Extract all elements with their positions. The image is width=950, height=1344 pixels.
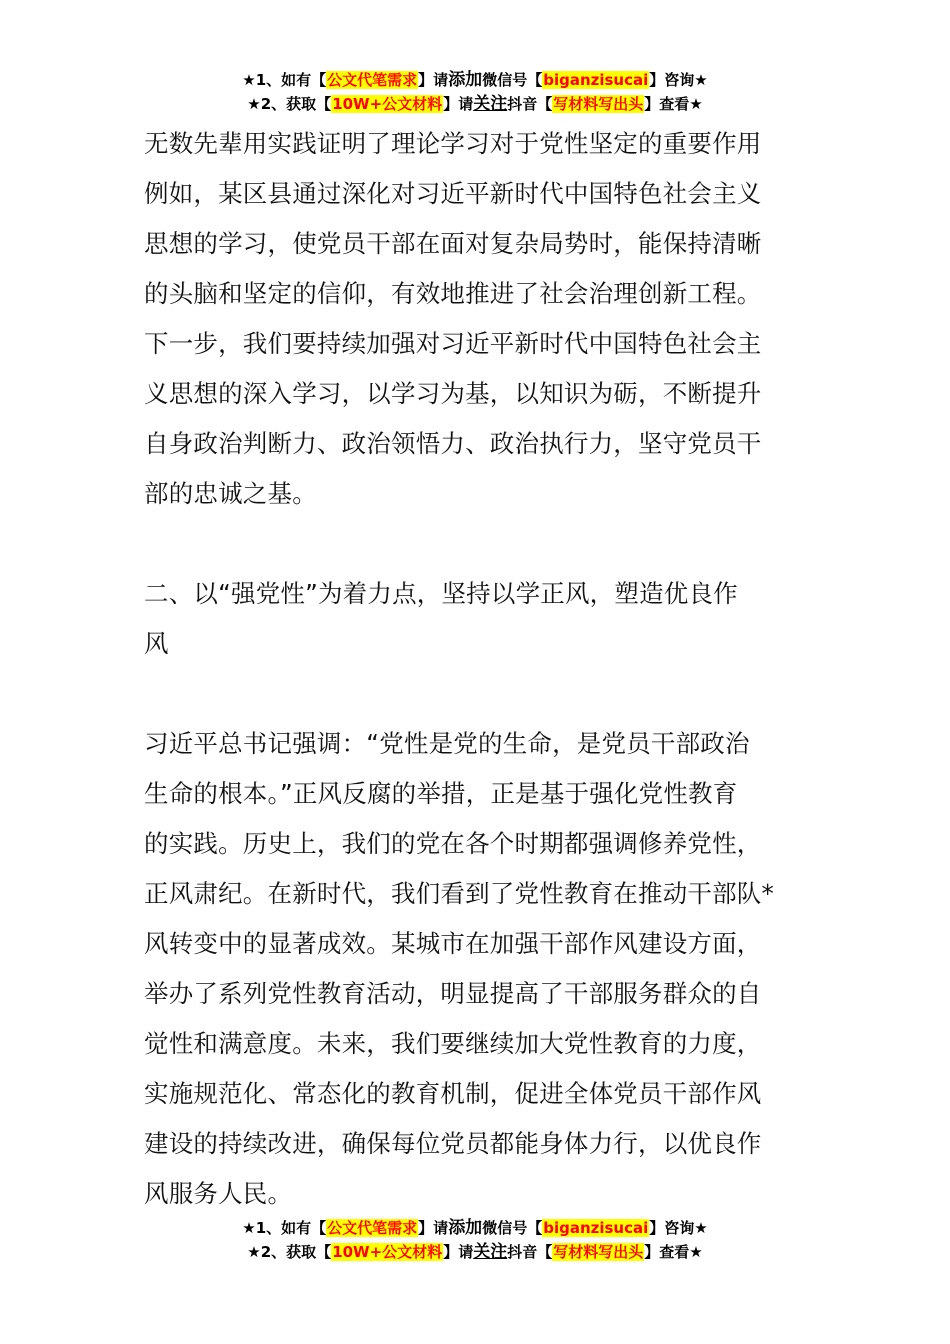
blank-line bbox=[144, 519, 810, 569]
text-line: 无数先辈用实践证明了理论学习对于党性坚定的重要作用 bbox=[144, 129, 762, 158]
text-line: 实施规范化、常态化的教育机制，促进全体党员干部作风 bbox=[144, 1079, 762, 1108]
text-line: 的头脑和坚定的信仰，有效地推进了社会治理创新工程。 bbox=[144, 279, 762, 308]
promo-highlight-douyin: 写材料写出头 bbox=[553, 95, 644, 113]
promo-text: 】请 bbox=[418, 1219, 449, 1237]
promo-text: 2、获取【 bbox=[260, 95, 332, 113]
star-icon: ★ bbox=[242, 1219, 256, 1237]
text-line: 自身政治判断力、政治领悟力、政治执行力，坚守党员干 bbox=[144, 429, 762, 458]
document-body bbox=[144, 119, 810, 1219]
section-heading-line: 二、以“强党性”为着力点，坚持以学正风，塑造优良作 bbox=[144, 579, 738, 608]
promo-line-2 bbox=[0, 92, 950, 116]
promo-text: 微信号【 bbox=[482, 71, 543, 89]
text-line: 建设的持续改进，确保每位党员都能身体力行，以优良作 bbox=[144, 1129, 762, 1158]
star-icon: ★ bbox=[247, 1243, 261, 1261]
text-line: 下一步，我们要持续加强对习近平新时代中国特色社会主 bbox=[144, 329, 762, 358]
promo-line-1 bbox=[0, 68, 950, 92]
promo-text: 】查看 bbox=[644, 1243, 690, 1261]
promo-text: 1、如有【 bbox=[255, 71, 327, 89]
promo-text: 】请 bbox=[443, 1243, 474, 1261]
promo-text: 】请 bbox=[418, 71, 449, 89]
star-icon: ★ bbox=[694, 1219, 708, 1237]
text-line: 风转变中的显著成效。某城市在加强干部作风建设方面， bbox=[144, 929, 762, 958]
promo-text: 】咨询 bbox=[649, 1219, 695, 1237]
promo-line-1 bbox=[0, 1216, 950, 1240]
promo-highlight-douyin: 写材料写出头 bbox=[553, 1243, 644, 1261]
promo-text: 】查看 bbox=[644, 95, 690, 113]
promo-text: 1、如有【 bbox=[255, 1219, 327, 1237]
promo-text-emphasis: 添加 bbox=[448, 1218, 483, 1238]
section-heading-line: 风 bbox=[144, 629, 169, 658]
promo-text: 微信号【 bbox=[482, 1219, 543, 1237]
text-line: 生命的根本。”正风反腐的举措，正是基于强化党性教育 bbox=[144, 779, 738, 808]
text-line: 例如，某区县通过深化对习近平新时代中国特色社会主义 bbox=[144, 179, 762, 208]
footer-promo bbox=[0, 1216, 950, 1264]
promo-highlight-wechat-id: biganzisucai bbox=[543, 71, 649, 89]
promo-text-emphasis: 关注 bbox=[473, 1242, 508, 1262]
text-line: 风服务人民。 bbox=[144, 1179, 293, 1208]
promo-highlight-service: 公文代笔需求 bbox=[327, 1219, 418, 1237]
star-icon: ★ bbox=[247, 95, 261, 113]
text-line: 义思想的深入学习，以学习为基，以知识为砺，不断提升 bbox=[144, 379, 762, 408]
promo-highlight-materials: 10W+公文材料 bbox=[332, 1243, 443, 1261]
text-line: 思想的学习，使党员干部在面对复杂局势时，能保持清晰 bbox=[144, 229, 762, 258]
promo-highlight-wechat-id: biganzisucai bbox=[543, 1219, 649, 1237]
promo-line-2 bbox=[0, 1240, 950, 1264]
star-icon: ★ bbox=[694, 71, 708, 89]
text-line: 部的忠诚之基。 bbox=[144, 479, 317, 508]
promo-text: 抖音【 bbox=[507, 95, 553, 113]
star-icon: ★ bbox=[689, 1243, 703, 1261]
promo-highlight-service: 公文代笔需求 bbox=[327, 71, 418, 89]
star-icon: ★ bbox=[689, 95, 703, 113]
text-line: 正风肃纪。在新时代，我们看到了党性教育在推动干部队* bbox=[144, 879, 774, 908]
promo-text-emphasis: 添加 bbox=[448, 70, 483, 90]
star-icon: ★ bbox=[242, 71, 256, 89]
text-line: 举办了系列党性教育活动，明显提高了干部服务群众的自 bbox=[144, 979, 762, 1008]
text-line: 觉性和满意度。未来，我们要继续加大党性教育的力度， bbox=[144, 1029, 762, 1058]
promo-text: 抖音【 bbox=[507, 1243, 553, 1261]
blank-line bbox=[144, 669, 810, 719]
promo-highlight-materials: 10W+公文材料 bbox=[332, 95, 443, 113]
promo-text-emphasis: 关注 bbox=[473, 94, 508, 114]
text-line: 习近平总书记强调：“党性是党的生命，是党员干部政治 bbox=[144, 729, 750, 758]
promo-text: 】咨询 bbox=[649, 71, 695, 89]
text-line: 的实践。历史上，我们的党在各个时期都强调修养党性， bbox=[144, 829, 762, 858]
promo-text: 】请 bbox=[443, 95, 474, 113]
header-promo bbox=[0, 68, 950, 116]
promo-text: 2、获取【 bbox=[260, 1243, 332, 1261]
